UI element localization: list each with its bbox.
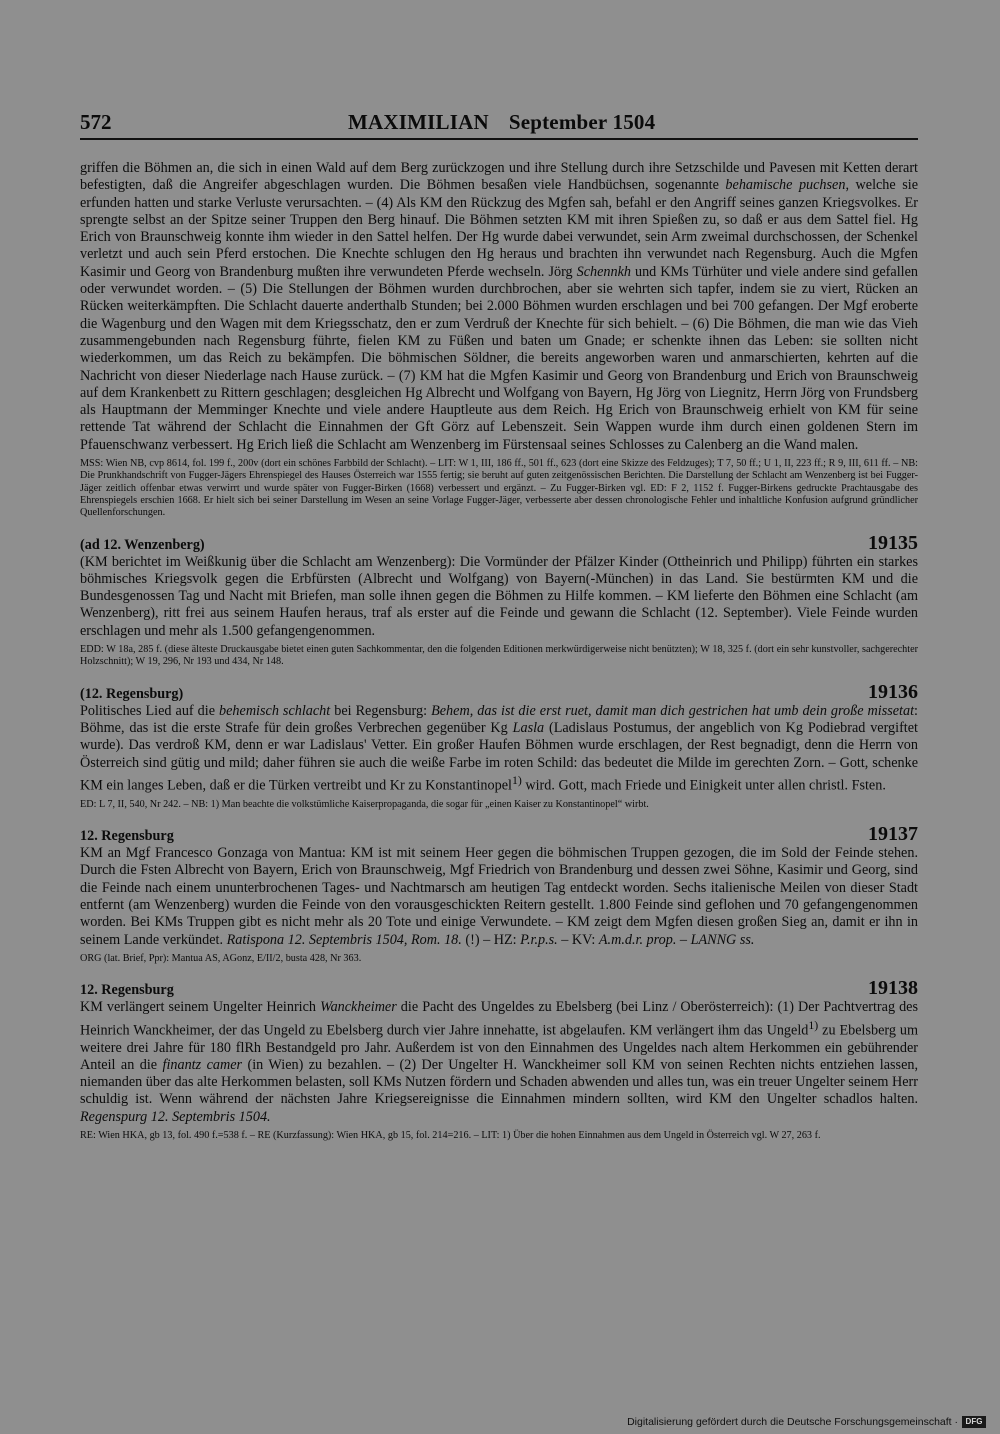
intro-note: MSS: Wien NB, cvp 8614, fol. 199 f., 200v (dort ein schönes Farbbild der Schlacht). – LIT: W 1, III, 186 ff., 501 ff., 623 (dort eine Skizze des Feldzuges); T 7, 50 ff.; U 1, II, 223 ff.; R 9, III, 611 ff. – NB: Die Prunkhandschrift von Fugger-Jägers Ehrenspiegel des Hauses Österreich war 1555 fertig; sie beruht auf guten zeitgenössischen Berichten. Die Darstellung der Schlacht am Wenzenberg ist bei Fugger-Jäger zeitlich offenbar etwas verwirrt und wurde später von Fugger-Birken (1668) verbessert und ergänzt. – Zu Fugger-Birken vgl. ED: F 2, 1152 f. Fugger-Birkens gedruckte Prachtausgabe des Ehrenspiegels erschien 1668. Er hielt sich bei seiner Darstellung im Wesen an seine Vorlage Fugger-Jäger, verbesserte aber dessen chronologische Fehler und inhaltliche Konfusion aufgrund gründlicher Quellenforschungen. bbox=[80, 458, 918, 519]
page-content bbox=[80, 160, 918, 1142]
entry-number: 19135 bbox=[868, 531, 918, 554]
running-head-title: MAXIMILIAN bbox=[348, 110, 489, 134]
entry-head bbox=[80, 825, 918, 845]
entry-title: (ad 12. Wenzenberg) bbox=[80, 536, 205, 553]
entry-title: 12. Regensburg bbox=[80, 828, 174, 845]
entry-19138 bbox=[80, 979, 918, 1142]
entry-title: (12. Regensburg) bbox=[80, 685, 184, 702]
entry-title: 12. Regensburg bbox=[80, 982, 174, 999]
entry-body: KM an Mgf Francesco Gonzaga von Mantua: KM ist mit seinem Heer gegen die böhmischen Truppen gezogen, die im Sold der Feinde stehen. Durch die Fsten Albrecht von Bayern, Erich von Braunschweig, Mgf Friedrich von Brandenburg und dessen zwei Söhne, Kasimir und Georg, sind die Feinde nach einem ununterbrochenen Tages- und Nachtmarsch am heutigen Tag entdeckt worden. Sechs italienische Meilen von dieser Stadt entfernt (am Wenzenberg) wurden die Feinde von den vorausgeschickten Reitern gestellt. 1.800 Feinde sind geflohen und 70 gefangengenommen worden. Bei KMs Truppen gibt es nicht mehr als 20 Tote und einige Verwundete. – KM zeigt dem Mgfen diesen großen Sieg an, damit er ihn in seinem Lande verkündet. Ratispona 12. Septembris 1504, Rom. 18. (!) – HZ: P.r.p.s. – KV: A.m.d.r. prop. – LANNG ss. bbox=[80, 845, 918, 948]
entry-19137 bbox=[80, 825, 918, 965]
entry-number: 19136 bbox=[868, 680, 918, 703]
entry-head bbox=[80, 531, 918, 554]
page-number: 572 bbox=[80, 110, 112, 134]
entry-note: EDD: W 18a, 285 f. (diese älteste Druckausgabe bietet einen guten Sachkommentar, den die folgenden Editionen merkwürdigerweise nicht benützten); W 18, 325 f. (dort ein sehr kunstvoller, sachgerechter Holzschnitt); W 19, 296, Nr 193 und 434, Nr 148. bbox=[80, 644, 918, 668]
entry-head bbox=[80, 979, 918, 999]
page-header bbox=[80, 110, 918, 140]
entry-19135 bbox=[80, 531, 918, 669]
running-head-date: September 1504 bbox=[508, 110, 656, 134]
intro-body: griffen die Böhmen an, die sich in einen Wald auf dem Berg zurückzogen und ihre Stellung durch ihre Setzschilde und Pavesen mit Ketten derart befestigten, daß die Angreifer abgeschlagen wurden. Die Böhmen besaßen viele Handbüchsen, sogenannte behamische puchsen, welche sie erfunden hatten und starke Verluste verursachten. – (4) Als KM den Rückzug des Mgfen sah, befahl er den Angriff seines ganzen Kriegsvolkes. Er sprengte selbst an der Spitze seiner Truppen den Berg hinauf. Die Böhmen setzten KM mit ihren Spießen zu, so daß er aus dem Sattel fiel. Hg Erich von Braunschweig konnte ihm wieder in den Sattel helfen. Der Hg wurde dabei verwundet, sein Arm zweimal durchschossen, der Schenkel verletzt und auch sein Pferd erstochen. Die Knechte schlugen den Hg heraus und brachten ihn verwundet nach Regensburg. Auch die Mgfen Kasimir und Georg von Brandenburg mußten ihre verwundeten Pferde wechseln. Jörg Schennkh und KMs Türhüter und viele andere sind gefallen oder verwundet worden. – (5) Die Stellungen der Böhmen wurden durchbrochen, aber sie wehrten sich tapfer, indem sie zu viert, Rücken an Rücken weiterkämpften. Die Schlacht dauerte anderthalb Stunden; bei 2.000 Böhmen wurden erschlagen und bei 700 gefangen. Der Mgf eroberte die Wagenburg und den Wagen mit dem Kriegsschatz, den er zum Verdruß der Knechte für sich behielt. – (6) Die Böhmen, die man wie das Vieh zusammengebunden nach Regensburg führte, fielen KM zu Füßen und baten um Gnade; er schenkte ihnen das Leben: sie sollten nicht wiederkommen, um das Reich zu bekämpfen. Die böhmischen Söldner, die bereits angeworben waren und anmarschierten, kehrten auf die Nachricht von dieser Niederlage nach Hause zurück. – (7) KM hat die Mgfen Kasimir und Georg von Brandenburg und Erich von Braunschweig auf dem Krankenbett zu Rittern geschlagen; desgleichen Hg Albrecht und Wolfgang von Bayern, Hg Jörg von Liegnitz, Herrn Jörg von Frundsberg als Hauptmann der Memminger Knechte und viele andere Hauptleute aus dem Reich. Hg Erich von Braunschweig erhielt von KM für seine rettende Tat während der Schlacht die Einnahmen der Gft Görz auf Lebenszeit. Sein Wappen wurde ihm durch einen goldenen Stern im Pfauenschwanz verbessert. Hg Erich ließ die Schlacht am Wenzenberg im Fürstensaal seines Schlosses zu Calenberg an die Wand malen. bbox=[80, 160, 919, 453]
entry-body: KM verlängert seinem Ungelter Heinrich Wanckheimer die Pacht des Ungeldes zu Ebelsberg (bei Linz / Oberösterreich): (1) Der Pachtvertrag des Heinrich Wanckheimer, der das Ungeld zu Ebelsberg durch vier Jahre innehatte, ist abgelaufen. KM verlängert ihm das Ungeld$^{1)}$ zu Ebelsberg um weitere drei Jahre für 180 flRh Bestandgeld pro Jahr. Außerdem ist von den Einnahmen des Ungeldes nach altem Herkommen ein gebührender Anteil an die finantz camer (in Wien) zu bezahlen. – (2) Der Ungelter H. Wanckheimer soll KM von seinen Rechten nichts entziehen lassen, niemanden über das alte Herkommen belasten, soll KMs Nutzen fördern und Schaden abwenden und alles tun, was ein treuer Ungelter seinem Herr schuldig ist. Wenn während der nächsten Jahre Kriegsereignisse die Einnahmen mindern sollten, wird KM den Ungelter schadlos halten. Regenspurg 12. Septembris 1504. bbox=[80, 999, 919, 1125]
entry-number: 19137 bbox=[868, 823, 918, 846]
dfg-logo-icon: DFG bbox=[962, 1416, 986, 1428]
entry-note: ORG (lat. Brief, Ppr): Mantua AS, AGonz, E/II/2, busta 428, Nr 363. bbox=[80, 952, 362, 964]
entry-note: RE: Wien HKA, gb 13, fol. 490 f.=538 f. – RE (Kurzfassung): Wien HKA, gb 15, fol. 214=216. – LIT: 1) Über die hohen Einnahmen aus dem Ungeld in Österreich vgl. W 27, 263 f. bbox=[80, 1130, 821, 1142]
running-head bbox=[348, 110, 655, 135]
entry-note: ED: L 7, II, 540, Nr 242. – NB: 1) Man beachte die volkstümliche Kaiserpropaganda, die sogar für „einen Kaiser zu Konstantinopel“ wirbt. bbox=[80, 798, 649, 810]
footer-credit bbox=[606, 1416, 986, 1430]
entry-head bbox=[80, 680, 918, 703]
entry-number: 19138 bbox=[868, 977, 918, 1000]
entry-body: Politisches Lied auf die behemisch schlacht bei Regensburg: Behem, das ist die erst ruet, damit man dich gestrichen hat umb dein große missetat: Böhme, das ist die erste Strafe für dein großes Verbrechen gegenüber Kg Lasla (Ladislaus Postumus, der angeblich von Kg Podiebrad vergiftet wurde). Das verdroß KM, denn er war Ladislaus' Vetter. Ein großer Haufen Böhmen wurde erschlagen, der Rest begnadigt, denn die Herrn von Österreich sind gütig und mild; daher führen sie auch die weiße Farbe im roten Schild: das bedeutet die Milde im gerechten Zorn. – Gott, schenke KM ein langes Leben, daß er die Türken vertreibt und Kr zu Konstantinopel$^{1)}$ wird. Gott, mach Friede und Einigkeit unter allen christl. Fsten. bbox=[80, 702, 918, 794]
footer-text: Digitalisierung gefördert durch die Deutsche Forschungsgemeinschaft · bbox=[627, 1416, 958, 1428]
entry-19136 bbox=[80, 680, 918, 812]
entry-body: (KM berichtet im Weißkunig über die Schlacht am Wenzenberg): Die Vormünder der Pfälzer Kinder (Ottheinrich und Philipp) führten ein starkes böhmisches Kriegsvolk gegen die Erbfürsten (Albrecht und Wolfgang) von Bayern(-München) in das Land. Sie bestürmten KM und die Bundesgenossen Tag und Nacht mit Briefen, man solle ihnen gegen die Böhmen zu Hilfe kommen. – KM lieferte den Böhmen eine Schlacht (am Wenzenberg), ritt frei aus seinem Haufen heraus, traf als erster auf die Feinde und gewann die Schlacht (12. September). Viele Feinde wurden erschlagen und mehr als 1.500 gefangengenommen. bbox=[80, 553, 918, 639]
